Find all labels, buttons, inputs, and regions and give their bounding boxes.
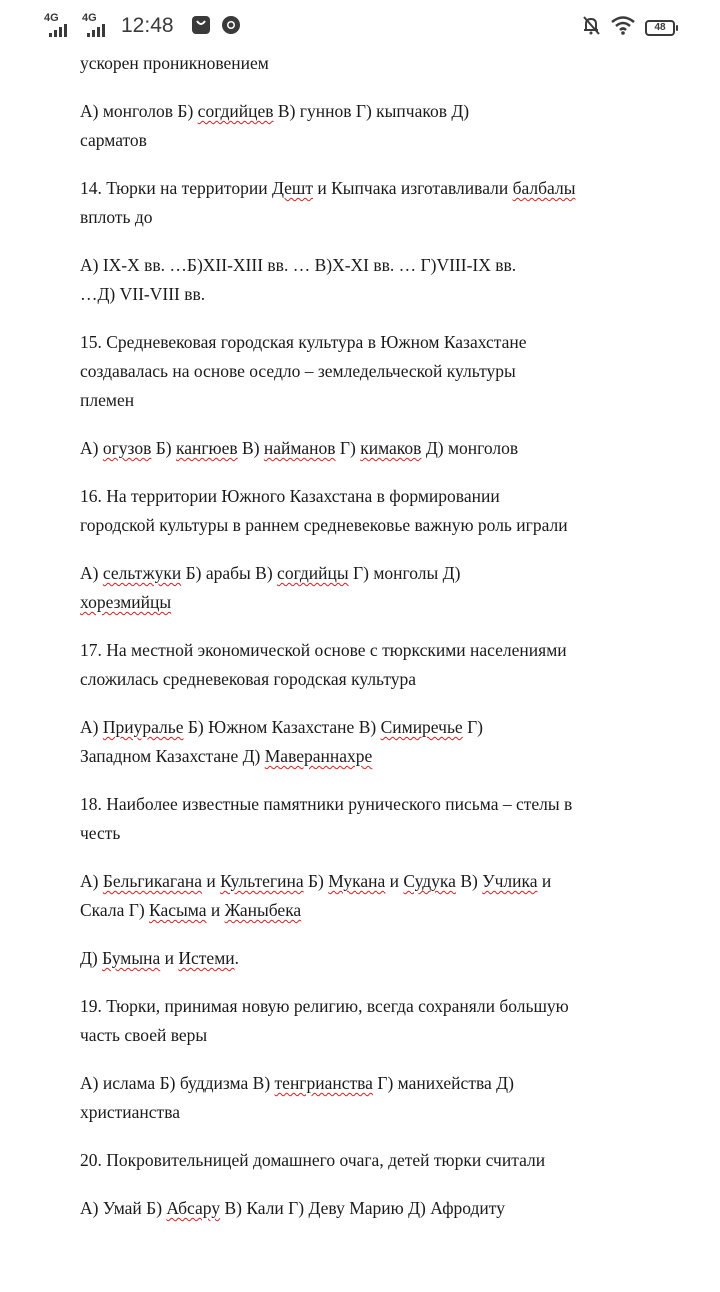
paragraph bbox=[80, 49, 660, 78]
spellcheck-word: хорезмийцы bbox=[80, 592, 172, 612]
spellcheck-word: Жаныбека bbox=[224, 900, 302, 920]
text-segment: Д) монголов bbox=[421, 438, 519, 458]
text-line bbox=[80, 742, 660, 771]
text-line bbox=[80, 1194, 660, 1223]
text-segment: В) bbox=[237, 438, 264, 458]
text-segment: А) bbox=[80, 438, 103, 458]
paragraph bbox=[80, 1069, 660, 1127]
document-content[interactable] bbox=[80, 49, 660, 1242]
paragraph bbox=[80, 251, 660, 309]
network-type-2: 4G bbox=[82, 12, 97, 24]
text-line bbox=[80, 819, 660, 848]
text-line bbox=[80, 867, 660, 896]
text-segment: Г) bbox=[335, 438, 361, 458]
text-line bbox=[80, 944, 660, 973]
text-line bbox=[80, 713, 660, 742]
text-segment: 19. Тюрки, принимая новую религию, всегда сохраняли большую bbox=[80, 996, 569, 1016]
spellcheck-word: Симиречье bbox=[380, 717, 463, 737]
text-segment: 14. Тюрки на территории bbox=[80, 178, 272, 198]
spellcheck-word: огузов bbox=[102, 438, 152, 458]
paragraph bbox=[80, 434, 660, 463]
bag-icon bbox=[190, 14, 212, 36]
text-segment: В) Кали Г) Деву Марию Д) Афродиту bbox=[220, 1198, 505, 1218]
spellcheck-word: Мавераннахре bbox=[264, 746, 373, 766]
text-segment: В) bbox=[455, 871, 483, 891]
spellcheck-word: Истеми bbox=[178, 948, 235, 968]
text-segment: создавалась на основе оседло – земледельческой культуры bbox=[80, 361, 516, 381]
paragraph bbox=[80, 867, 660, 925]
paragraph bbox=[80, 992, 660, 1050]
chrome-icon bbox=[220, 14, 242, 36]
text-segment: городской культуры в раннем средневековье важную роль играли bbox=[80, 515, 568, 535]
text-line bbox=[80, 386, 660, 415]
text-segment: и Кыпчака изготавливали bbox=[313, 178, 513, 198]
text-line bbox=[80, 328, 660, 357]
text-line bbox=[80, 482, 660, 511]
text-line bbox=[80, 1021, 660, 1050]
text-line bbox=[80, 896, 660, 925]
text-line bbox=[80, 636, 660, 665]
network-type-1: 4G bbox=[44, 12, 59, 24]
text-segment: 15. Средневековая городская культура в Южном Казахстане bbox=[80, 332, 527, 352]
text-segment: Б) bbox=[151, 438, 176, 458]
text-segment: А) bbox=[80, 717, 103, 737]
text-segment: 17. На местной экономической основе с тюркскими населениями bbox=[80, 640, 567, 660]
text-segment: Г) монголы Д) bbox=[348, 563, 461, 583]
paragraph bbox=[80, 713, 660, 771]
text-segment: честь bbox=[80, 823, 121, 843]
paragraph bbox=[80, 482, 660, 540]
text-segment: 20. Покровительницей домашнего очага, детей тюрки считали bbox=[80, 1150, 546, 1170]
text-segment: А) монголов Б) bbox=[80, 101, 198, 121]
text-line bbox=[80, 280, 660, 309]
text-line bbox=[80, 357, 660, 386]
battery-icon: 48 bbox=[645, 20, 675, 36]
spellcheck-word: Культегина bbox=[220, 871, 304, 891]
text-line bbox=[80, 203, 660, 232]
status-bar bbox=[0, 0, 720, 50]
spellcheck-word: Приуралье bbox=[102, 717, 184, 737]
text-segment: христианства bbox=[80, 1102, 180, 1122]
paragraph bbox=[80, 1146, 660, 1175]
text-line bbox=[80, 559, 660, 588]
text-segment: В) гуннов Г) кыпчаков Д) bbox=[273, 101, 470, 121]
text-line bbox=[80, 1098, 660, 1127]
text-segment: и bbox=[160, 948, 179, 968]
text-segment: А) IX-X вв. …Б)XII-XIII вв. … В)X-XI вв. … Г)VIII-IX вв. bbox=[80, 255, 517, 275]
clock: 12:48 bbox=[121, 14, 174, 37]
spellcheck-word: Абсару bbox=[166, 1198, 221, 1218]
spellcheck-word: тенгрианства bbox=[274, 1073, 373, 1093]
spellcheck-word: Бельгикагана bbox=[102, 871, 202, 891]
text-line bbox=[80, 126, 660, 155]
text-segment: Б) арабы В) bbox=[181, 563, 278, 583]
paragraph bbox=[80, 944, 660, 973]
paragraph bbox=[80, 636, 660, 694]
text-segment: А) bbox=[80, 563, 103, 583]
text-segment: и bbox=[537, 871, 552, 891]
text-segment: А) bbox=[80, 871, 103, 891]
text-segment: Западном Казахстане Д) bbox=[80, 746, 265, 766]
text-segment: сарматов bbox=[80, 130, 147, 150]
signal-icon bbox=[49, 24, 67, 37]
text-segment: Г) bbox=[462, 717, 484, 737]
spellcheck-word: согдийцы bbox=[277, 563, 349, 583]
spellcheck-word: кангюев bbox=[176, 438, 238, 458]
text-segment: . bbox=[234, 948, 240, 968]
mute-bell-icon bbox=[580, 14, 602, 36]
text-segment: часть своей веры bbox=[80, 1025, 208, 1045]
text-line bbox=[80, 790, 660, 819]
text-segment: Скала Г) bbox=[80, 900, 150, 920]
text-segment: вплоть до bbox=[80, 207, 153, 227]
text-line bbox=[80, 992, 660, 1021]
wifi-icon bbox=[610, 14, 636, 36]
text-line bbox=[80, 49, 660, 78]
text-segment: 16. На территории Южного Казахстана в формировании bbox=[80, 486, 500, 506]
text-line bbox=[80, 1146, 660, 1175]
spellcheck-word: Судука bbox=[403, 871, 456, 891]
text-segment: Б) bbox=[303, 871, 329, 891]
text-segment: и bbox=[385, 871, 404, 891]
spellcheck-word: Дешт bbox=[271, 178, 313, 198]
text-segment: сложилась средневековая городская культура bbox=[80, 669, 417, 689]
text-segment: и bbox=[202, 871, 221, 891]
text-line bbox=[80, 511, 660, 540]
text-segment: …Д) VII-VIII вв. bbox=[80, 284, 206, 304]
text-line bbox=[80, 1069, 660, 1098]
paragraph bbox=[80, 559, 660, 617]
spellcheck-word: балбалы bbox=[512, 178, 576, 198]
text-segment: Д) bbox=[80, 948, 103, 968]
text-line bbox=[80, 174, 660, 203]
text-segment: ускорен проникновением bbox=[80, 53, 269, 73]
spellcheck-word: Мукана bbox=[328, 871, 386, 891]
spellcheck-word: сельтжуки bbox=[102, 563, 182, 583]
text-segment: А) ислама Б) буддизма В) bbox=[80, 1073, 275, 1093]
text-segment: Б) Южном Казахстане В) bbox=[183, 717, 381, 737]
spellcheck-word: Учлика bbox=[482, 871, 538, 891]
spellcheck-word: кимаков bbox=[360, 438, 422, 458]
text-line bbox=[80, 97, 660, 126]
paragraph bbox=[80, 790, 660, 848]
paragraph bbox=[80, 328, 660, 415]
text-line bbox=[80, 588, 660, 617]
text-segment: Г) манихейства Д) bbox=[372, 1073, 514, 1093]
text-line bbox=[80, 434, 660, 463]
spellcheck-word: согдийцев bbox=[197, 101, 274, 121]
text-segment: А) Умай Б) bbox=[80, 1198, 167, 1218]
spellcheck-word: найманов bbox=[263, 438, 336, 458]
paragraph bbox=[80, 174, 660, 232]
paragraph bbox=[80, 1194, 660, 1223]
text-segment: 18. Наиболее известные памятники рунического письма – стелы в bbox=[80, 794, 573, 814]
text-line bbox=[80, 251, 660, 280]
text-line bbox=[80, 665, 660, 694]
spellcheck-word: Бумына bbox=[102, 948, 161, 968]
signal-icon bbox=[87, 24, 105, 37]
spellcheck-word: Касыма bbox=[149, 900, 207, 920]
text-segment: и bbox=[206, 900, 225, 920]
paragraph bbox=[80, 97, 660, 155]
text-segment: племен bbox=[80, 390, 135, 410]
